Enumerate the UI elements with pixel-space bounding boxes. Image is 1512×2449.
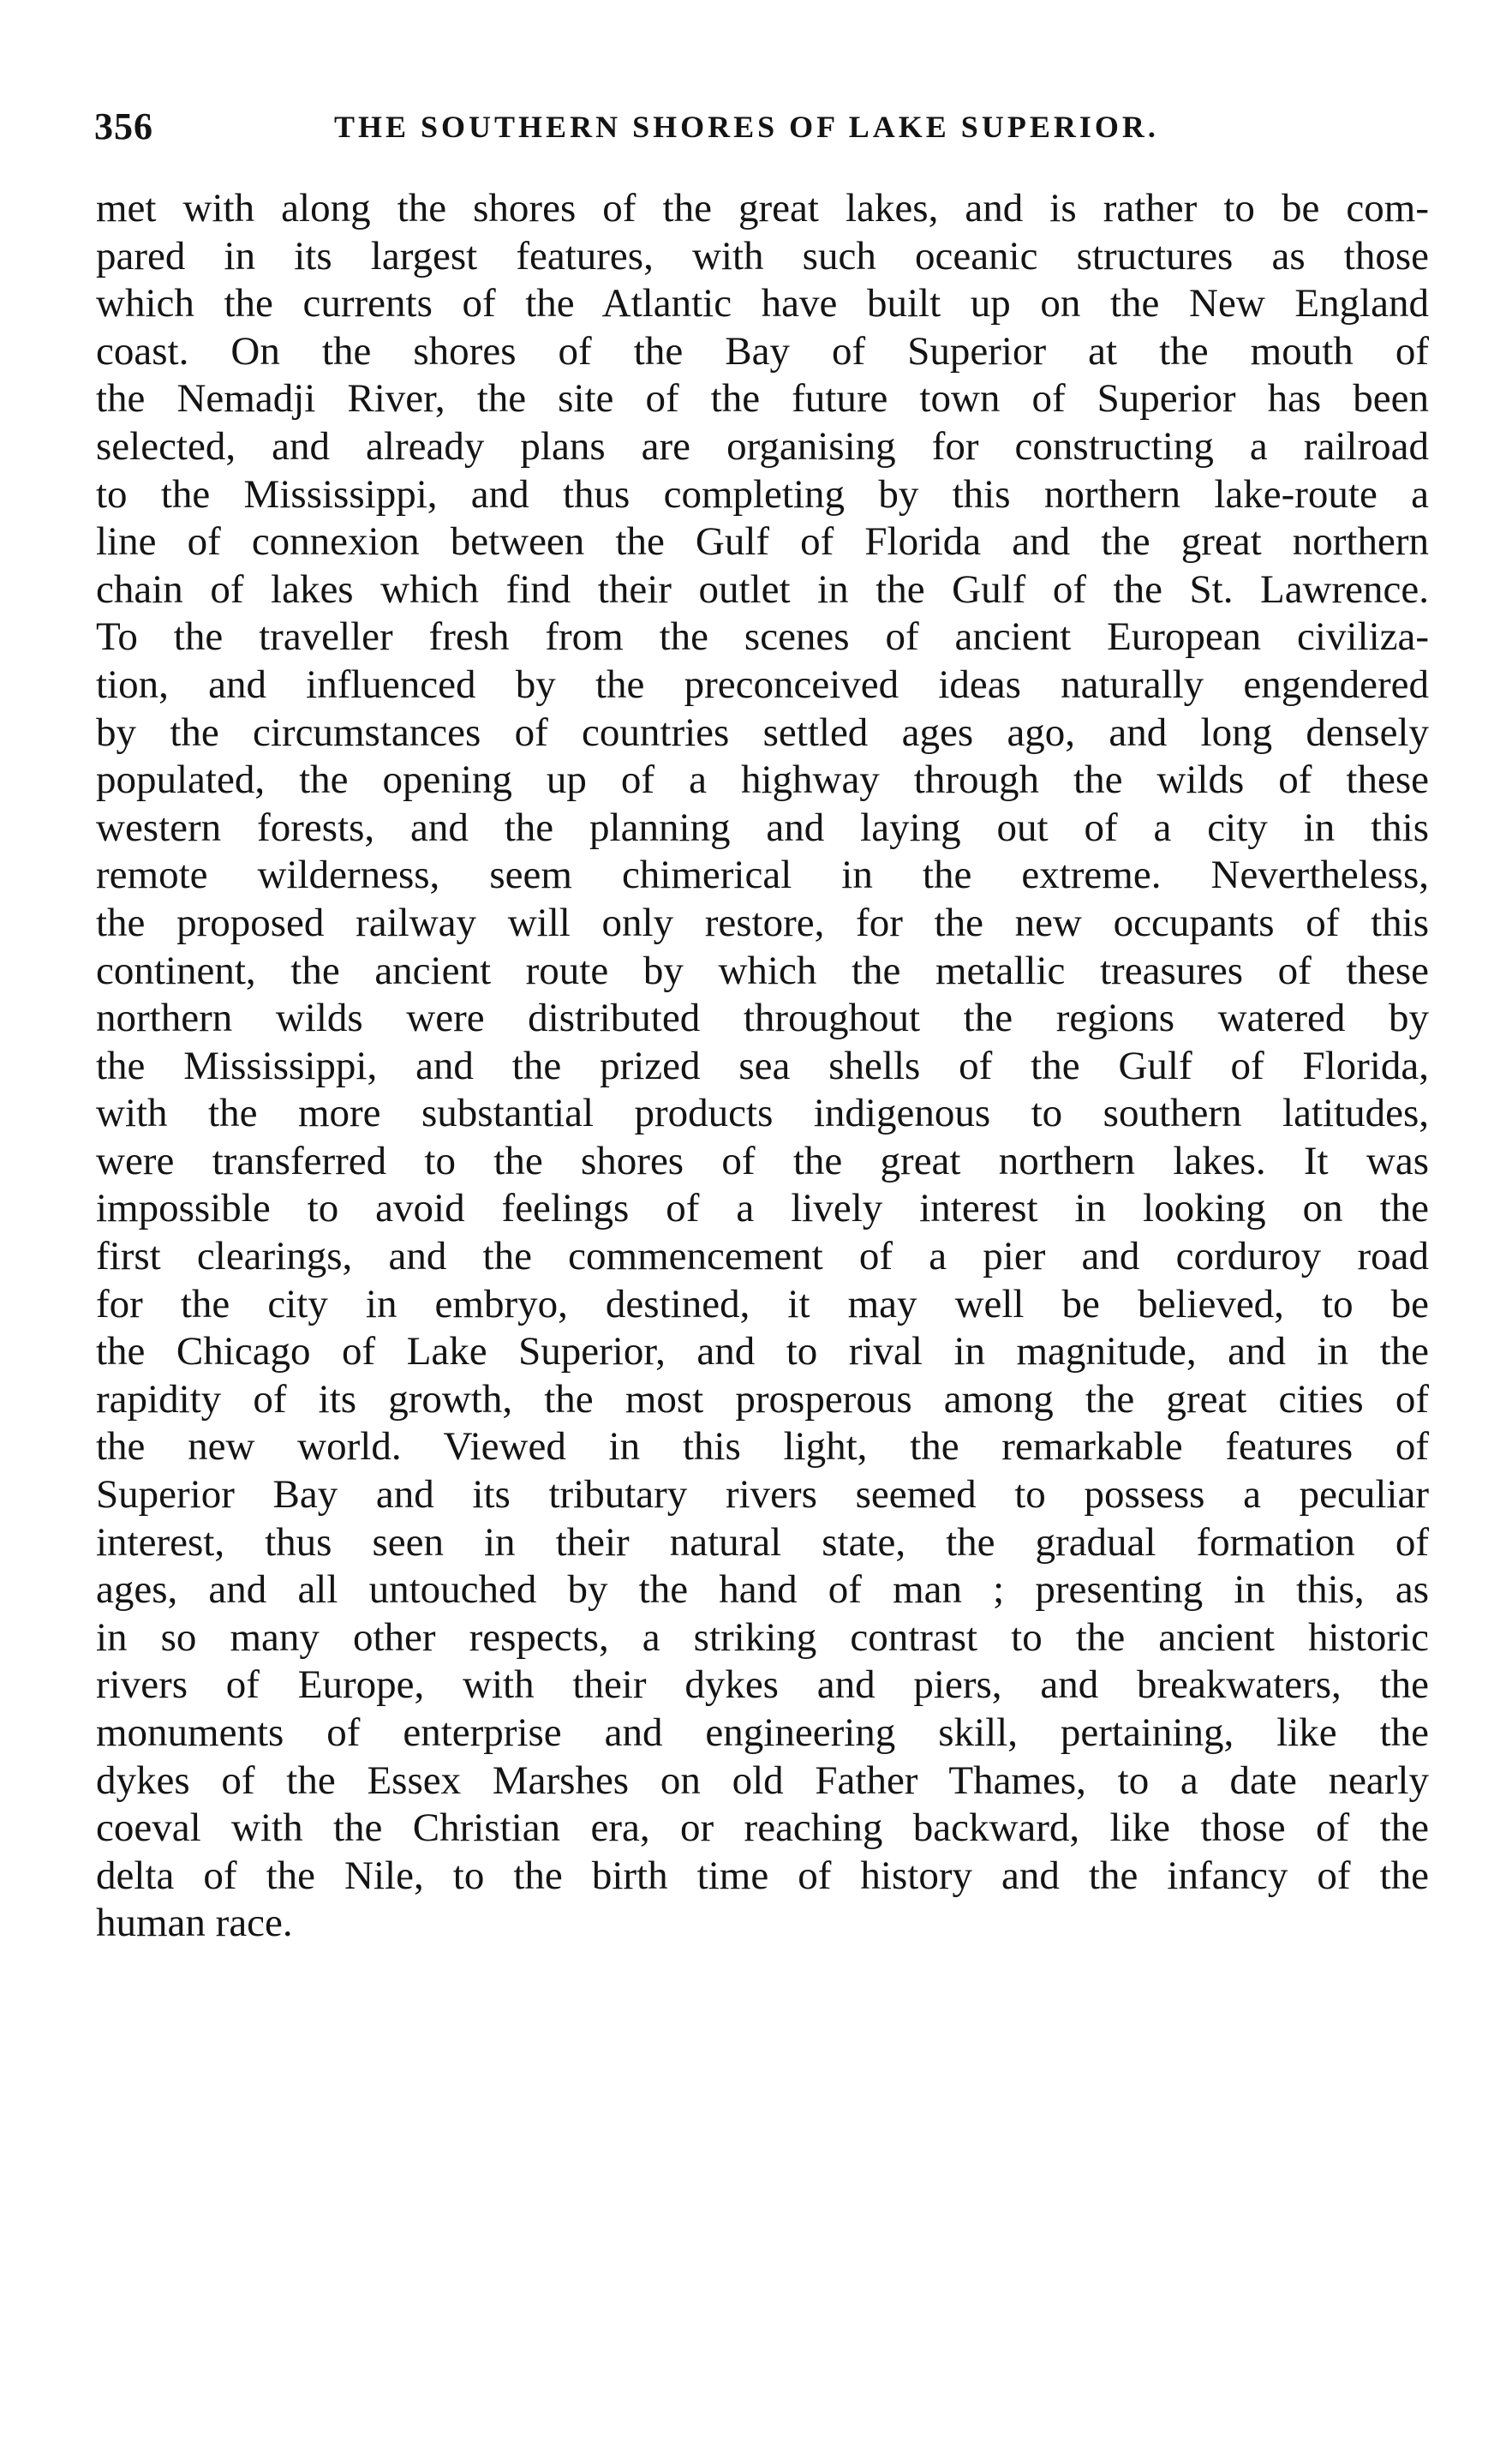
text-line: Superior Bay and its tributary rivers seemed to possess a peculiar	[96, 1472, 1429, 1518]
text-line: the proposed railway will only restore, for the new occupants of this	[96, 900, 1429, 945]
text-line: the Chicago of Lake Superior, and to rival in magnitude, and in the	[96, 1329, 1429, 1374]
text-line: delta of the Nile, to the birth time of history and the infancy of the	[96, 1853, 1429, 1898]
text-line: chain of lakes which find their outlet in the Gulf of the St. Lawrence.	[96, 566, 1429, 612]
text-line: selected, and already plans are organising for constructing a railroad	[96, 423, 1429, 469]
text-line: were transferred to the shores of the great northern lakes. It was	[96, 1138, 1429, 1183]
text-line: monuments of enterprise and engineering skill, pertaining, like the	[96, 1710, 1429, 1755]
running-head: THE SOUTHERN SHORES OF LAKE SUPERIOR.	[334, 110, 1159, 144]
text-line: to the Mississippi, and thus completing by this northern lake-route a	[96, 471, 1429, 517]
text-line: line of connexion between the Gulf of Florida and the great northern	[96, 519, 1429, 565]
text-line: with the more substantial products indigenous to southern latitudes,	[96, 1091, 1429, 1136]
text-line: ages, and all untouched by the hand of man ; presenting in this, as	[96, 1567, 1429, 1613]
text-line: rivers of Europe, with their dykes and piers, and breakwaters, the	[96, 1662, 1429, 1708]
page-number: 356	[94, 105, 153, 147]
text-line: rapidity of its growth, the most prosperous among the great cities of	[96, 1376, 1429, 1422]
text-line: dykes of the Essex Marshes on old Father Thames, to a date nearly	[96, 1757, 1429, 1803]
text-line: coeval with the Christian era, or reaching backward, like those of the	[96, 1805, 1429, 1851]
text-line: the Mississippi, and the prized sea shells of the Gulf of Florida,	[96, 1043, 1429, 1088]
text-line: pared in its largest features, with such oceanic structures as those	[96, 233, 1429, 278]
text-line: interest, thus seen in their natural state, the gradual formation of	[96, 1519, 1429, 1565]
text-line: coast. On the shores of the Bay of Superior at the mouth of	[96, 328, 1429, 374]
text-line: met with along the shores of the great lakes, and is rather to be com-	[96, 186, 1429, 231]
page-header	[94, 101, 1448, 153]
text-line: the Nemadji River, the site of the future town of Superior has been	[96, 376, 1429, 422]
body-text	[96, 185, 1429, 1948]
text-line: first clearings, and the commencement of a pier and corduroy road	[96, 1234, 1429, 1279]
text-line: by the circumstances of countries settled ages ago, and long densely	[96, 710, 1429, 755]
text-line: human race.	[96, 1901, 293, 1946]
text-line: which the currents of the Atlantic have built up on the New England	[96, 281, 1429, 326]
text-line: the new world. Viewed in this light, the remarkable features of	[96, 1424, 1429, 1470]
text-line: in so many other respects, a striking contrast to the ancient historic	[96, 1614, 1429, 1660]
text-line: northern wilds were distributed throughout the regions watered by	[96, 996, 1429, 1041]
text-line: To the traveller fresh from the scenes of ancient European civiliza-	[96, 614, 1429, 660]
text-line: tion, and influenced by the preconceived ideas naturally engendered	[96, 662, 1429, 707]
text-line: impossible to avoid feelings of a lively interest in looking on the	[96, 1186, 1429, 1231]
text-line: populated, the opening up of a highway through the wilds of these	[96, 757, 1429, 803]
text-line: western forests, and the planning and laying out of a city in this	[96, 805, 1429, 850]
text-line: continent, the ancient route by which the metallic treasures of these	[96, 948, 1429, 993]
text-line: remote wilderness, seem chimerical in the extreme. Nevertheless,	[96, 853, 1429, 898]
text-line: for the city in embryo, destined, it may well be believed, to be	[96, 1281, 1429, 1326]
